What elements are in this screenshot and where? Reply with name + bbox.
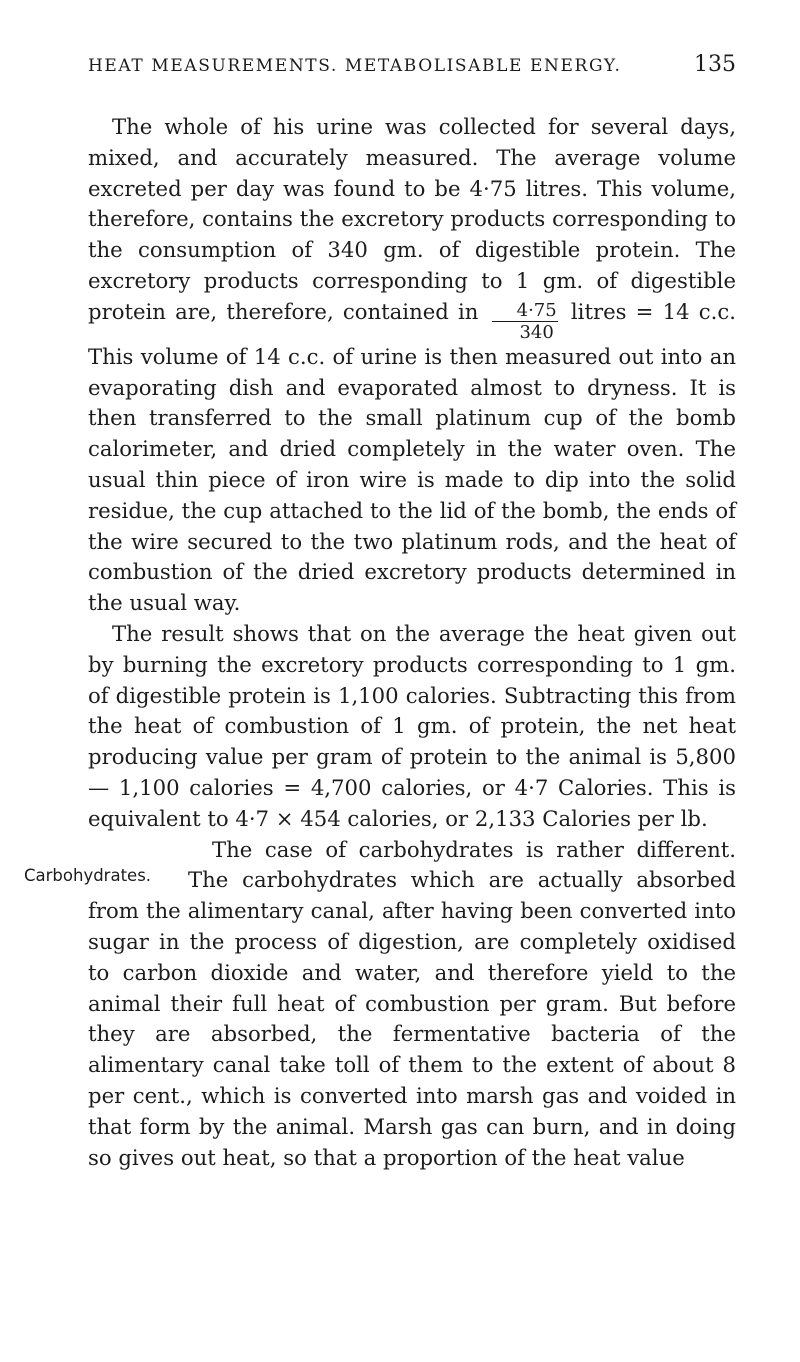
paragraph-result <box>88 619 736 835</box>
paragraph-text: The result shows that on the average the heat given out by burning the excretory products corresponding to 1 gm. of digestible protein is 1,100 calories. Subtracting this from the heat of combustion of 1 gm. of protein, the net heat producing value per gram of protein to the animal is 5,800 — 1,100 calories = 4,700 calories, or 4·7 Calories. This is equivalent to 4·7 × 454 calories, or 2,133 Calories per lb. <box>88 621 736 831</box>
paragraph-text: The case of carbohydrates is rather different. The carbohydrates which are actually absorbed from the alimentary canal, after having been converted into sugar in the process of digestion, are completely oxidised to carbon dioxide and water, and therefore yield to the animal their full heat of combustion per gram. But before they are absorbed, the fermentative bacteria of the alimentary canal take toll of them to the extent of about 8 per cent., which is converted into marsh gas and voided in that form by the animal. Marsh gas can burn, and in doing so gives out heat, so that a proportion of the heat value <box>88 836 736 1170</box>
paragraph-urine-measurement <box>88 112 736 619</box>
fraction-numerator: 4·75 <box>492 302 558 322</box>
page-number: 135 <box>694 52 736 77</box>
paragraph-text: The whole of his urine was collected for several days, mixed, and accurately measured. The average volume excreted per day was found to be 4·75 litres. This volume, therefore, contains the excretory products corresponding to the consumption of 340 gm. of digestible protein. The excretory products corresponding to 1 gm. of digestible protein are, therefore, contained in <box>88 114 736 324</box>
running-title: HEAT MEASUREMENTS. METABOLISABLE ENERGY. <box>88 56 622 76</box>
margin-note-carbohydrates: Carbohydrates. <box>24 865 152 885</box>
paragraph-carbohydrates <box>24 835 736 1174</box>
fraction-denominator: 340 <box>519 321 554 343</box>
body-text <box>24 112 736 1173</box>
paragraph-text: litres = 14 c.c. This volume of 14 c.c. of urine is then measured out into an evaporating dish and evaporated almost to dryness. It is then transferred to the small platinum cup of the bomb calorimeter, and dried completely in the water oven. The usual thin piece of iron wire is made to dip into the solid residue, the cup attached to the lid of the bomb, the ends of the wire secured to the two platinum rods, and the heat of combustion of the dried excretory products determined in the usual way. <box>88 298 736 616</box>
fraction <box>492 299 558 343</box>
